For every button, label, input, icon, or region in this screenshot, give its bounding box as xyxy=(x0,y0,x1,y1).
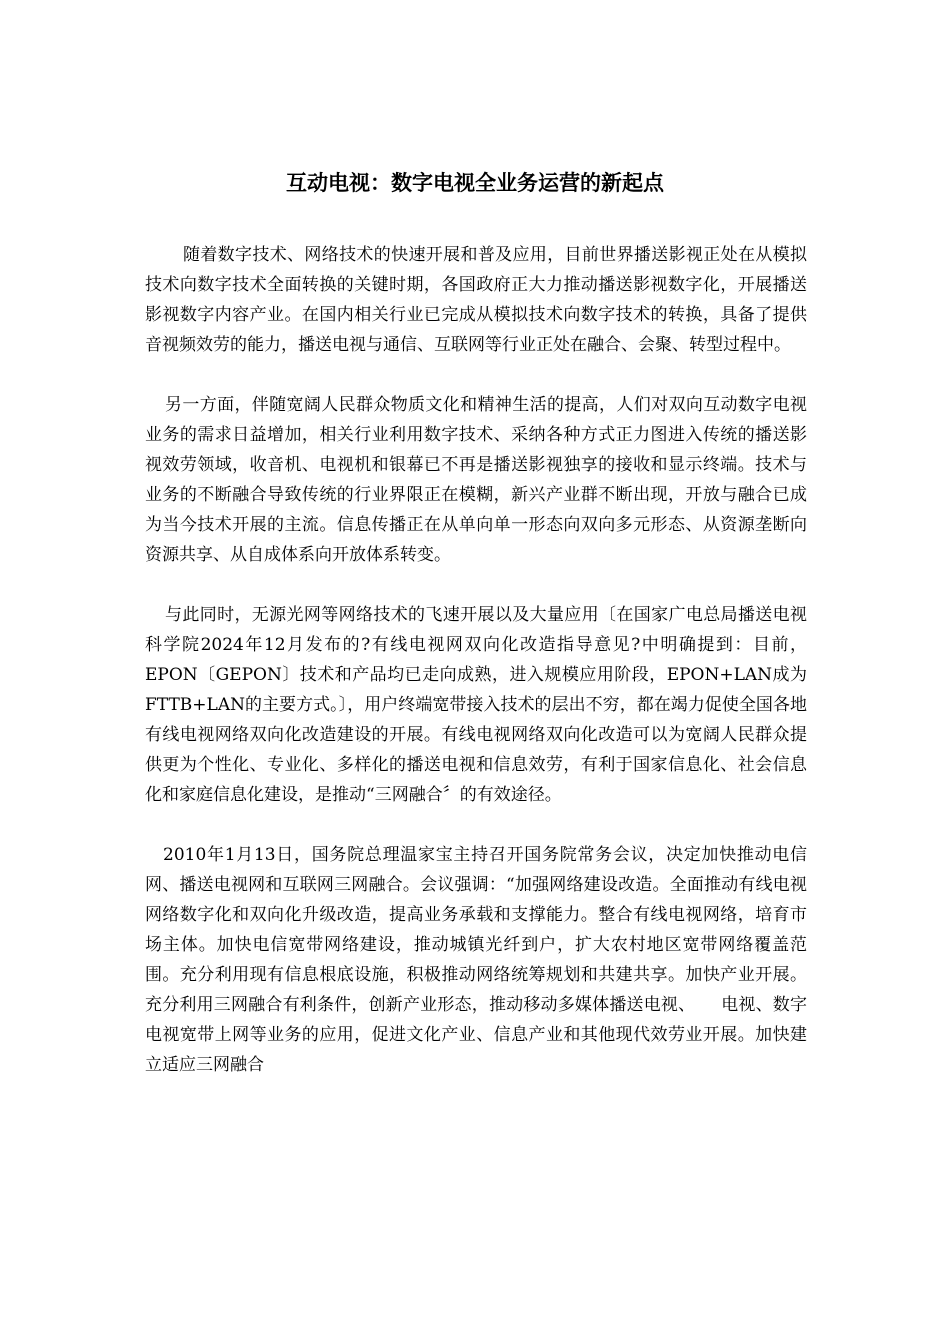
paragraph-3: 与此同时，无源光网等网络技术的飞速开展以及大量应用〔在国家广电总局播送电视科学院2024年12月发布的?有线电视网双向化改造指导意见?中明确提到：目前，EPON〔GEPON〕技术和产品均已走向成熟，进入规模应用阶段，EPON+LAN成为FTTB+LAN的主要方式。〕，用户终端宽带接入技术的层出不穷，都在竭力促使全国各地有线电视网络双向化改造建设的开展。有线电视网络双向化改造可以为宽阔人民群众提供更为个性化、专业化、多样化的播送电视和信息效劳，有利于国家信息化、社会信息化和家庭信息化建设，是推动“三网融合〞的有效途径。 xyxy=(145,605,807,805)
document-body xyxy=(145,240,807,1110)
document-title: 互动电视：数字电视全业务运营的新起点 xyxy=(286,170,664,195)
paragraph-1: 随着数字技术、网络技术的快速开展和普及应用，目前世界播送影视正处在从模拟技术向数字技术全面转换的关键时期，各国政府正大力推动播送影视数字化，开展播送影视数字内容产业。在国内相关行业已完成从模拟技术向数字技术的转换，具备了提供音视频效劳的能力，播送电视与通信、互联网等行业正处在融合、会聚、转型过程中。 xyxy=(145,245,807,355)
paragraph-2: 另一方面，伴随宽阔人民群众物质文化和精神生活的提高，人们对双向互动数字电视业务的需求日益增加，相关行业利用数字技术、采纳各种方式正力图进入传统的播送影视效劳领域，收音机、电视机和银幕已不再是播送影视独享的接收和显示终端。技术与业务的不断融合导致传统的行业界限正在模糊，新兴产业群不断出现，开放与融合已成为当今技术开展的主流。信息传播正在从单向单一形态向双向多元形态、从资源垄断向资源共享、从自成体系向开放体系转变。 xyxy=(145,395,807,565)
paragraph-4: 2010年1月13日，国务院总理温家宝主持召开国务院常务会议，决定加快推动电信网、播送电视网和互联网三网融合。会议强调：“加强网络建设改造。全面推动有线电视网络数字化和双向化升级改造，提高业务承载和支撑能力。整合有线电视网络，培育市场主体。加快电信宽带网络建设，推动城镇光纤到户，扩大农村地区宽带网络覆盖范围。充分利用现有信息根底设施，积极推动网络统筹规划和共建共享。加快产业开展。充分利用三网融合有利条件，创新产业形态，推动移动多媒体播送电视、 电视、数字电视宽带上网等业务的应用，促进文化产业、信息产业和其他现代效劳业开展。加快建立适应三网融合 xyxy=(145,845,807,1075)
